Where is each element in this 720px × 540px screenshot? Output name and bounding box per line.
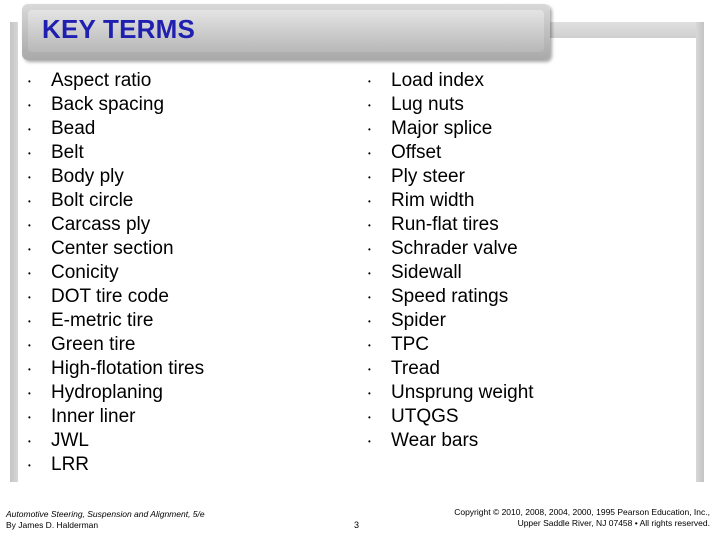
bullet-icon: •	[368, 197, 371, 206]
bullet-icon: •	[368, 413, 371, 422]
bullet-icon: •	[368, 173, 371, 182]
term-label: Tread	[391, 358, 440, 379]
bullet-icon: •	[28, 101, 31, 110]
term-label: Run-flat tires	[391, 214, 499, 235]
term-label: E-metric tire	[51, 310, 154, 331]
bullet-icon: •	[28, 77, 31, 86]
term-label: UTQGS	[391, 406, 459, 427]
bullet-icon: •	[368, 101, 371, 110]
copyright-line-2: Upper Saddle River, NJ 07458 • All rights reserved.	[517, 518, 710, 528]
term-label: Bead	[51, 118, 96, 139]
term-label: Major splice	[391, 118, 493, 139]
footer-book-title: Automotive Steering, Suspension and Alignment, 5/e	[6, 509, 205, 519]
bullet-icon: •	[368, 149, 371, 158]
term-label: LRR	[51, 454, 90, 475]
term-label: Center section	[51, 238, 174, 259]
bullet-icon: •	[368, 365, 371, 374]
bullet-icon: •	[28, 269, 31, 278]
term-label: Unsprung weight	[391, 382, 534, 403]
bullet-icon: •	[28, 149, 31, 158]
bullet-icon: •	[28, 413, 31, 422]
bullet-icon: •	[368, 317, 371, 326]
bullet-icon: •	[28, 245, 31, 254]
term-label: Sidewall	[391, 262, 462, 283]
term-label: Hydroplaning	[51, 382, 163, 403]
slide-frame-left	[10, 22, 18, 482]
bullet-icon: •	[28, 461, 31, 470]
bullet-icon: •	[368, 389, 371, 398]
term-label: Inner liner	[51, 406, 136, 427]
slide-frame-right	[696, 22, 704, 482]
term-label: Lug nuts	[391, 94, 464, 115]
bullet-icon: •	[368, 437, 371, 446]
bullet-icon: •	[368, 293, 371, 302]
term-label: Green tire	[51, 334, 136, 355]
slide-frame-top-right	[550, 22, 704, 38]
page-number: 3	[354, 520, 360, 530]
term-label: Offset	[391, 142, 442, 163]
term-label: Carcass ply	[51, 214, 151, 235]
term-label: DOT tire code	[51, 286, 169, 307]
footer-book-info	[6, 509, 205, 531]
bullet-icon: •	[28, 341, 31, 350]
bullet-icon: •	[368, 269, 371, 278]
bullet-icon: •	[368, 77, 371, 86]
bullet-icon: •	[28, 293, 31, 302]
bullet-icon: •	[28, 317, 31, 326]
term-label: Speed ratings	[391, 286, 509, 307]
term-label: Rim width	[391, 190, 475, 211]
term-label: Body ply	[51, 166, 124, 187]
bullet-icon: •	[368, 125, 371, 134]
term-label: Aspect ratio	[51, 70, 152, 91]
bullet-icon: •	[28, 437, 31, 446]
slide-title: KEY TERMS	[42, 14, 196, 44]
copyright-line-1: Copyright © 2010, 2008, 2004, 2000, 1995 Pearson Education, Inc.,	[454, 507, 710, 517]
term-label: Wear bars	[391, 430, 479, 451]
term-label: TPC	[391, 334, 429, 355]
term-label: Ply steer	[391, 166, 465, 187]
term-label: Spider	[391, 310, 446, 331]
bullet-icon: •	[28, 389, 31, 398]
bullet-icon: •	[368, 341, 371, 350]
term-label: High-flotation tires	[51, 358, 205, 379]
term-label: Bolt circle	[51, 190, 134, 211]
bullet-icon: •	[28, 197, 31, 206]
footer-author: By James D. Halderman	[6, 520, 99, 530]
bullet-icon: •	[28, 365, 31, 374]
bullet-icon: •	[368, 245, 371, 254]
term-label: Schrader valve	[391, 238, 518, 259]
bullet-icon: •	[368, 221, 371, 230]
term-label: Back spacing	[51, 94, 165, 115]
term-label: JWL	[51, 430, 89, 451]
bullet-icon: •	[28, 173, 31, 182]
footer-copyright	[454, 507, 710, 529]
bullet-icon: •	[28, 125, 31, 134]
term-label: Conicity	[51, 262, 119, 283]
term-label: Load index	[391, 70, 484, 91]
term-label: Belt	[51, 142, 84, 163]
bullet-icon: •	[28, 221, 31, 230]
